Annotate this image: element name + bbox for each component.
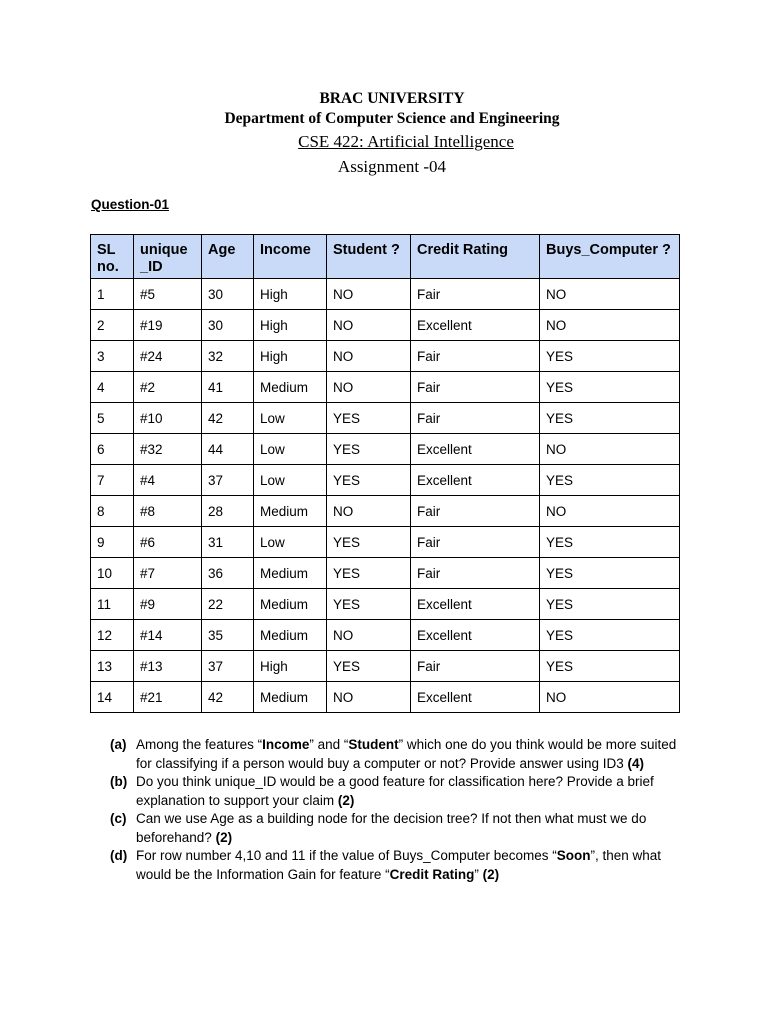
course-title: CSE 422: Artificial Intelligence — [298, 132, 514, 151]
header-credit-rating: Credit Rating — [411, 235, 540, 279]
header-income: Income — [254, 235, 327, 279]
cell-age: 22 — [202, 589, 254, 620]
cell-age: 42 — [202, 682, 254, 713]
question-emphasis: Student — [348, 737, 399, 752]
table-row — [91, 372, 680, 403]
cell-sl-no: 1 — [91, 279, 134, 310]
cell-unique-id: #5 — [134, 279, 202, 310]
cell-unique-id: #6 — [134, 527, 202, 558]
question-text: Do you think unique_ID would be a good feature for classification here? Provide a brief explanation to support your claim — [136, 774, 654, 808]
cell-income: Medium — [254, 589, 327, 620]
cell-unique-id: #4 — [134, 465, 202, 496]
cell-credit-rating: Excellent — [411, 682, 540, 713]
department-name: Department of Computer Science and Engineering — [224, 110, 560, 127]
header-age: Age — [202, 235, 254, 279]
question-title: Question-01 — [91, 197, 170, 212]
table-row — [91, 620, 680, 651]
cell-unique-id: #24 — [134, 341, 202, 372]
question-list — [110, 736, 690, 884]
cell-age: 28 — [202, 496, 254, 527]
cell-student: YES — [327, 558, 411, 589]
cell-unique-id: #19 — [134, 310, 202, 341]
cell-age: 32 — [202, 341, 254, 372]
cell-credit-rating: Excellent — [411, 620, 540, 651]
cell-unique-id: #14 — [134, 620, 202, 651]
cell-student: YES — [327, 434, 411, 465]
cell-buys-computer: YES — [540, 372, 680, 403]
question-item — [110, 810, 690, 847]
cell-student: YES — [327, 589, 411, 620]
table-row — [91, 434, 680, 465]
cell-income: Medium — [254, 496, 327, 527]
cell-buys-computer: YES — [540, 651, 680, 682]
cell-unique-id: #7 — [134, 558, 202, 589]
cell-unique-id: #21 — [134, 682, 202, 713]
cell-student: NO — [327, 341, 411, 372]
cell-income: High — [254, 279, 327, 310]
cell-sl-no: 10 — [91, 558, 134, 589]
cell-unique-id: #13 — [134, 651, 202, 682]
cell-buys-computer: YES — [540, 589, 680, 620]
question-label: (b) — [110, 774, 128, 789]
cell-credit-rating: Fair — [411, 341, 540, 372]
question-text: Among the features “ — [136, 737, 263, 752]
question-emphasis: Income — [262, 737, 310, 752]
cell-sl-no: 8 — [91, 496, 134, 527]
table-row — [91, 558, 680, 589]
cell-sl-no: 13 — [91, 651, 134, 682]
cell-sl-no: 9 — [91, 527, 134, 558]
header-buys-computer: Buys_Computer ? — [540, 235, 680, 279]
cell-credit-rating: Fair — [411, 496, 540, 527]
cell-age: 30 — [202, 310, 254, 341]
cell-buys-computer: YES — [540, 558, 680, 589]
cell-age: 35 — [202, 620, 254, 651]
table-row — [91, 403, 680, 434]
cell-student: NO — [327, 620, 411, 651]
question-item — [110, 773, 690, 810]
cell-credit-rating: Fair — [411, 558, 540, 589]
cell-income: Low — [254, 434, 327, 465]
question-label: (a) — [110, 737, 127, 752]
cell-sl-no: 4 — [91, 372, 134, 403]
university-name: BRAC UNIVERSITY — [319, 90, 465, 107]
cell-buys-computer: YES — [540, 620, 680, 651]
cell-credit-rating: Fair — [411, 372, 540, 403]
table-row — [91, 310, 680, 341]
table-row — [91, 651, 680, 682]
cell-buys-computer: NO — [540, 682, 680, 713]
cell-credit-rating: Excellent — [411, 589, 540, 620]
cell-sl-no: 12 — [91, 620, 134, 651]
cell-student: YES — [327, 465, 411, 496]
question-label: (d) — [110, 848, 128, 863]
cell-buys-computer: NO — [540, 310, 680, 341]
question-emphasis: (2) — [482, 866, 500, 882]
cell-age: 37 — [202, 651, 254, 682]
cell-credit-rating: Excellent — [411, 434, 540, 465]
cell-student: NO — [327, 372, 411, 403]
question-text: ” and “ — [309, 737, 349, 752]
question-emphasis: (2) — [337, 792, 355, 808]
cell-income: High — [254, 651, 327, 682]
cell-sl-no: 6 — [91, 434, 134, 465]
table-row — [91, 465, 680, 496]
cell-income: Low — [254, 403, 327, 434]
cell-student: YES — [327, 403, 411, 434]
table-header-row — [91, 235, 680, 279]
cell-buys-computer: YES — [540, 527, 680, 558]
table-body — [91, 279, 680, 713]
cell-credit-rating: Fair — [411, 279, 540, 310]
cell-sl-no: 7 — [91, 465, 134, 496]
question-label: (c) — [110, 811, 127, 826]
cell-age: 41 — [202, 372, 254, 403]
question-emphasis: Soon — [556, 848, 591, 863]
cell-income: Low — [254, 527, 327, 558]
cell-sl-no: 11 — [91, 589, 134, 620]
cell-income: Medium — [254, 372, 327, 403]
question-text: ”, then what would be the Information Gain for feature “ — [136, 848, 662, 882]
table-row — [91, 341, 680, 372]
question-text: ” — [474, 866, 483, 882]
cell-buys-computer: NO — [540, 434, 680, 465]
cell-income: Low — [254, 465, 327, 496]
cell-student: NO — [327, 279, 411, 310]
cell-unique-id: #10 — [134, 403, 202, 434]
cell-sl-no: 14 — [91, 682, 134, 713]
cell-sl-no: 2 — [91, 310, 134, 341]
cell-credit-rating: Fair — [411, 527, 540, 558]
cell-student: NO — [327, 310, 411, 341]
cell-buys-computer: YES — [540, 465, 680, 496]
header-sl-no: SL no. — [91, 235, 134, 279]
table-row — [91, 682, 680, 713]
cell-student: NO — [327, 682, 411, 713]
cell-student: YES — [327, 527, 411, 558]
cell-credit-rating: Fair — [411, 651, 540, 682]
cell-buys-computer: NO — [540, 496, 680, 527]
cell-unique-id: #8 — [134, 496, 202, 527]
question-item — [110, 847, 690, 884]
cell-income: Medium — [254, 558, 327, 589]
cell-income: High — [254, 341, 327, 372]
cell-student: NO — [327, 496, 411, 527]
cell-buys-computer: NO — [540, 279, 680, 310]
assignment-title: Assignment -04 — [337, 157, 447, 176]
header-student: Student ? — [327, 235, 411, 279]
cell-unique-id: #32 — [134, 434, 202, 465]
question-emphasis: Credit Rating — [389, 866, 475, 882]
cell-credit-rating: Excellent — [411, 465, 540, 496]
table-row — [91, 279, 680, 310]
table-row — [91, 496, 680, 527]
question-text: For row number 4,10 and 11 if the value of Buys_Computer becomes “ — [136, 848, 557, 863]
cell-sl-no: 5 — [91, 403, 134, 434]
cell-age: 37 — [202, 465, 254, 496]
question-text: Can we use Age as a building node for the decision tree? If not then what must we do beforehand? — [136, 811, 647, 845]
table-row — [91, 589, 680, 620]
question-text: ” which one do you think would be more suited for classifying if a person would buy a computer or not? Provide answer using ID3 — [136, 737, 677, 771]
cell-buys-computer: YES — [540, 403, 680, 434]
question-item — [110, 736, 690, 773]
cell-age: 30 — [202, 279, 254, 310]
cell-credit-rating: Fair — [411, 403, 540, 434]
data-table — [90, 234, 680, 713]
table-row — [91, 527, 680, 558]
cell-income: High — [254, 310, 327, 341]
cell-student: YES — [327, 651, 411, 682]
cell-age: 42 — [202, 403, 254, 434]
cell-income: Medium — [254, 682, 327, 713]
question-emphasis: (4) — [627, 755, 644, 771]
header-unique-id: unique _ID — [134, 235, 202, 279]
cell-age: 31 — [202, 527, 254, 558]
cell-unique-id: #2 — [134, 372, 202, 403]
cell-age: 36 — [202, 558, 254, 589]
cell-age: 44 — [202, 434, 254, 465]
question-emphasis: (2) — [215, 829, 233, 845]
cell-credit-rating: Excellent — [411, 310, 540, 341]
cell-income: Medium — [254, 620, 327, 651]
cell-sl-no: 3 — [91, 341, 134, 372]
cell-buys-computer: YES — [540, 341, 680, 372]
cell-unique-id: #9 — [134, 589, 202, 620]
